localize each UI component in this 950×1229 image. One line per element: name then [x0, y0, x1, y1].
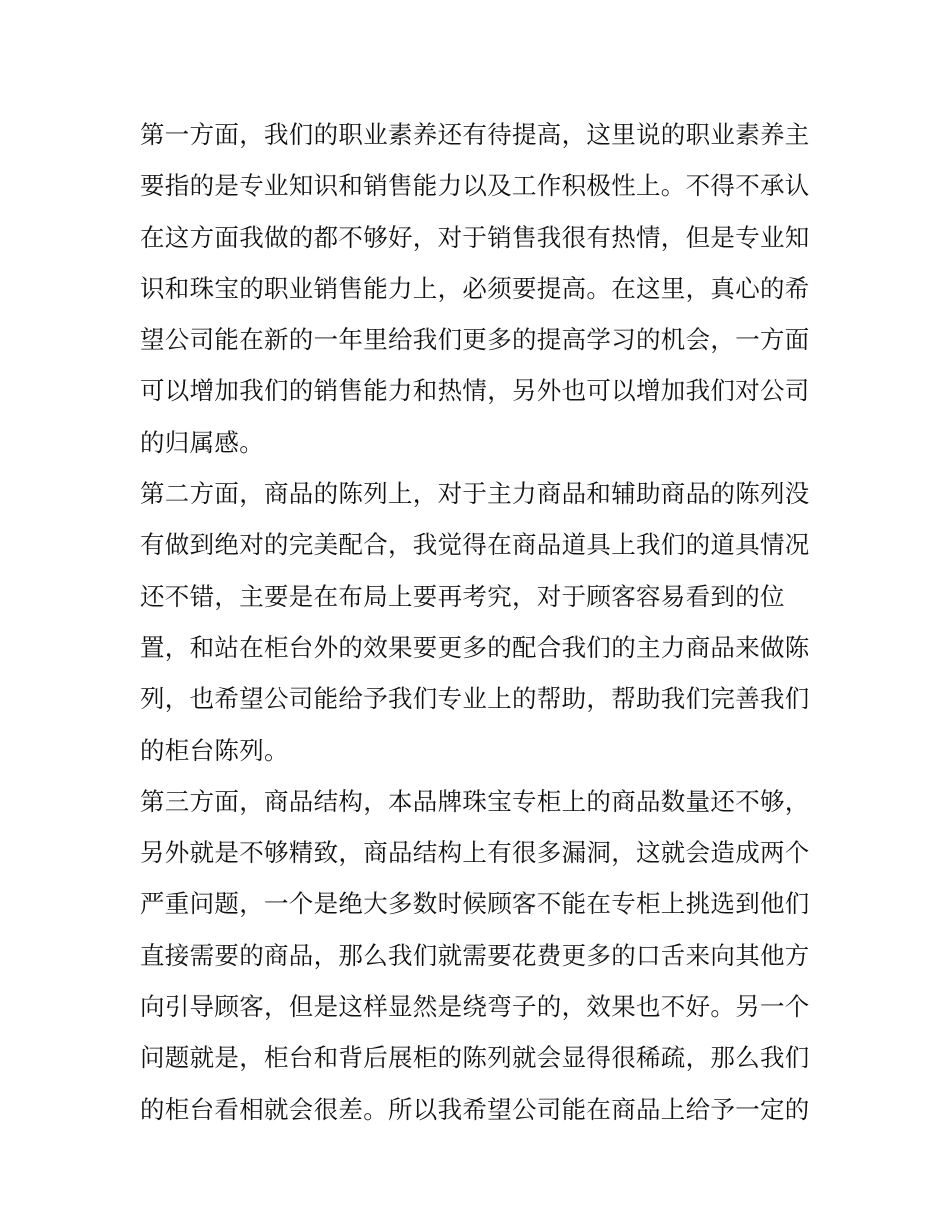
text-line: 严重问题，一个是绝大多数时候顾客不能在专柜上挑选到他们 — [140, 889, 810, 919]
text-line: 直接需要的商品，那么我们就需要花费更多的口舌来向其他方 — [140, 940, 810, 970]
text-line: 要指的是专业知识和销售能力以及工作积极性上。不得不承认 — [140, 171, 810, 201]
text-line: 列，也希望公司能给予我们专业上的帮助，帮助我们完善我们 — [140, 684, 810, 714]
text-line: 另外就是不够精致，商品结构上有很多漏洞，这就会造成两个 — [140, 838, 810, 868]
text-line: 第二方面，商品的陈列上，对于主力商品和辅助商品的陈列没 — [140, 479, 810, 509]
text-line: 第一方面，我们的职业素养还有待提高，这里说的职业素养主 — [140, 120, 810, 149]
text-line: 可以增加我们的销售能力和热情，另外也可以增加我们对公司 — [140, 376, 810, 406]
body-text — [140, 109, 820, 1135]
text-line: 问题就是，柜台和背后展柜的陈列就会显得很稀疏，那么我们 — [140, 1043, 810, 1073]
text-line: 向引导顾客，但是这样显然是绕弯子的，效果也不好。另一个 — [140, 992, 810, 1022]
text-line: 在这方面我做的都不够好，对于销售我很有热情，但是专业知 — [140, 222, 810, 252]
text-line: 的归属感。 — [140, 427, 264, 457]
text-line: 识和珠宝的职业销售能力上，必须要提高。在这里，真心的希 — [140, 273, 810, 303]
text-line: 还不错，主要是在布局上要再考究，对于顾客容易看到的位 — [140, 581, 785, 611]
text-line: 望公司能在新的一年里给我们更多的提高学习的机会，一方面 — [140, 325, 810, 355]
text-line: 置，和站在柜台外的效果要更多的配合我们的主力商品来做陈 — [140, 632, 810, 662]
text-line: 的柜台陈列。 — [140, 735, 289, 765]
text-line: 第三方面，商品结构，本品牌珠宝专柜上的商品数量还不够， — [140, 786, 810, 816]
text-line: 的柜台看相就会很差。所以我希望公司能在商品上给予一定的 — [140, 1094, 810, 1124]
text-line: 有做到绝对的完美配合，我觉得在商品道具上我们的道具情况 — [140, 530, 810, 560]
